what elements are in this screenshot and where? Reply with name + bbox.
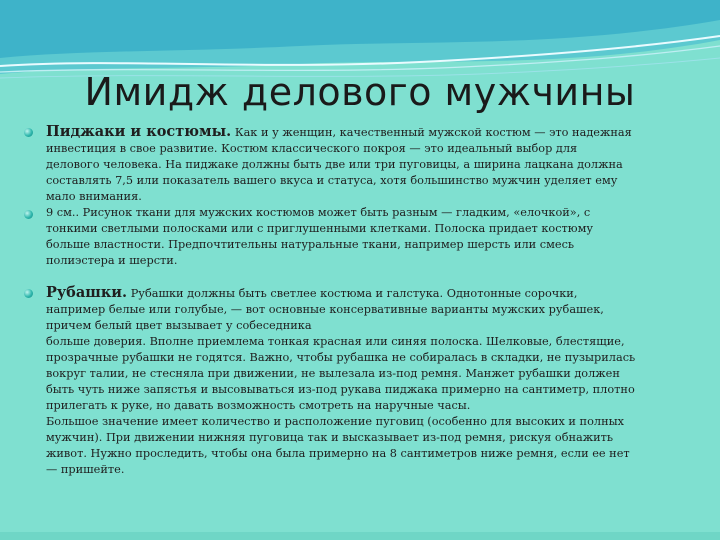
- bullet-icon: [24, 128, 33, 137]
- bullet-icon: [24, 289, 33, 298]
- text-line: инвестиция в свое развитие. Костюм классического покроя — это идеальный выбор для: [46, 142, 578, 155]
- bullet-fabric: [22, 205, 702, 269]
- text-line: быть чуть ниже запястья и высовываться из-под рукава пиджака примерно на сантиметр, плотно: [46, 383, 635, 396]
- slide-title: Имидж делового мужчины: [84, 70, 636, 114]
- text-line: прозрачные рубашки не годятся. Важно, чтобы рубашка не собиралась в складки, не пузырилась: [46, 351, 636, 364]
- text-line: 9 см.. Рисунок ткани для мужских костюмов может быть разным — гладким, «елочкой», с: [46, 206, 591, 219]
- text-line: делового человека. На пиджаке должны быть две или три пуговицы, а ширина лацкана должна: [46, 158, 623, 171]
- text-line: больше доверия. Вполне приемлема тонкая красная или синяя полоска. Шелковые, блестящие,: [46, 335, 625, 348]
- text-line: вокруг талии, не стесняла при движении, не вылезала из-под ремня. Манжет рубашки должен: [46, 367, 620, 380]
- section-lead: Рубашки должны быть светлее костюма и галстука. Однотонные сорочки,: [127, 287, 578, 300]
- section-heading: Пиджаки и костюмы.: [46, 123, 232, 140]
- bullet-jackets: [22, 124, 702, 205]
- text-line: прилегать к руке, но давать возможность смотреть на наручные часы.: [46, 399, 471, 412]
- bullet-shirts: [22, 285, 702, 478]
- bottom-band: [0, 532, 720, 540]
- text-line: живот. Нужно проследить, чтобы она была примерно на 8 сантиметров ниже ремня, если ее нет: [46, 447, 630, 460]
- bullet-icon: [24, 210, 33, 219]
- text-line: Большое значение имеет количество и расположение пуговиц (особенно для высоких и полных: [46, 415, 624, 428]
- section-lead: Как и у женщин, качественный мужской костюм — это надежная: [231, 126, 632, 139]
- text-line: составлять 7,5 или показатель вашего вкуса и статуса, хотя большинство мужчин уделяет ему: [46, 174, 618, 187]
- section-heading: Рубашки.: [46, 284, 128, 301]
- text-line: мужчин). При движении нижняя пуговица так и высказывает из-под ремня, рискуя обнажить: [46, 431, 614, 444]
- text-line: полиэстера и шерсти.: [46, 254, 178, 267]
- text-line: мало внимания.: [46, 190, 142, 203]
- text-line: больше властности. Предпочтительны натуральные ткани, например шерсть или смесь: [46, 238, 575, 251]
- text-line: например белые или голубые, — вот основные консервативные варианты мужских рубашек,: [46, 303, 604, 316]
- text-line: тонкими светлыми полосками или с приглушенными клетками. Полоска придает костюму: [46, 222, 594, 235]
- text-line: причем белый цвет вызывает у собеседника: [46, 319, 312, 332]
- text-line: — пришейте.: [46, 463, 125, 476]
- slide-content: [22, 124, 702, 478]
